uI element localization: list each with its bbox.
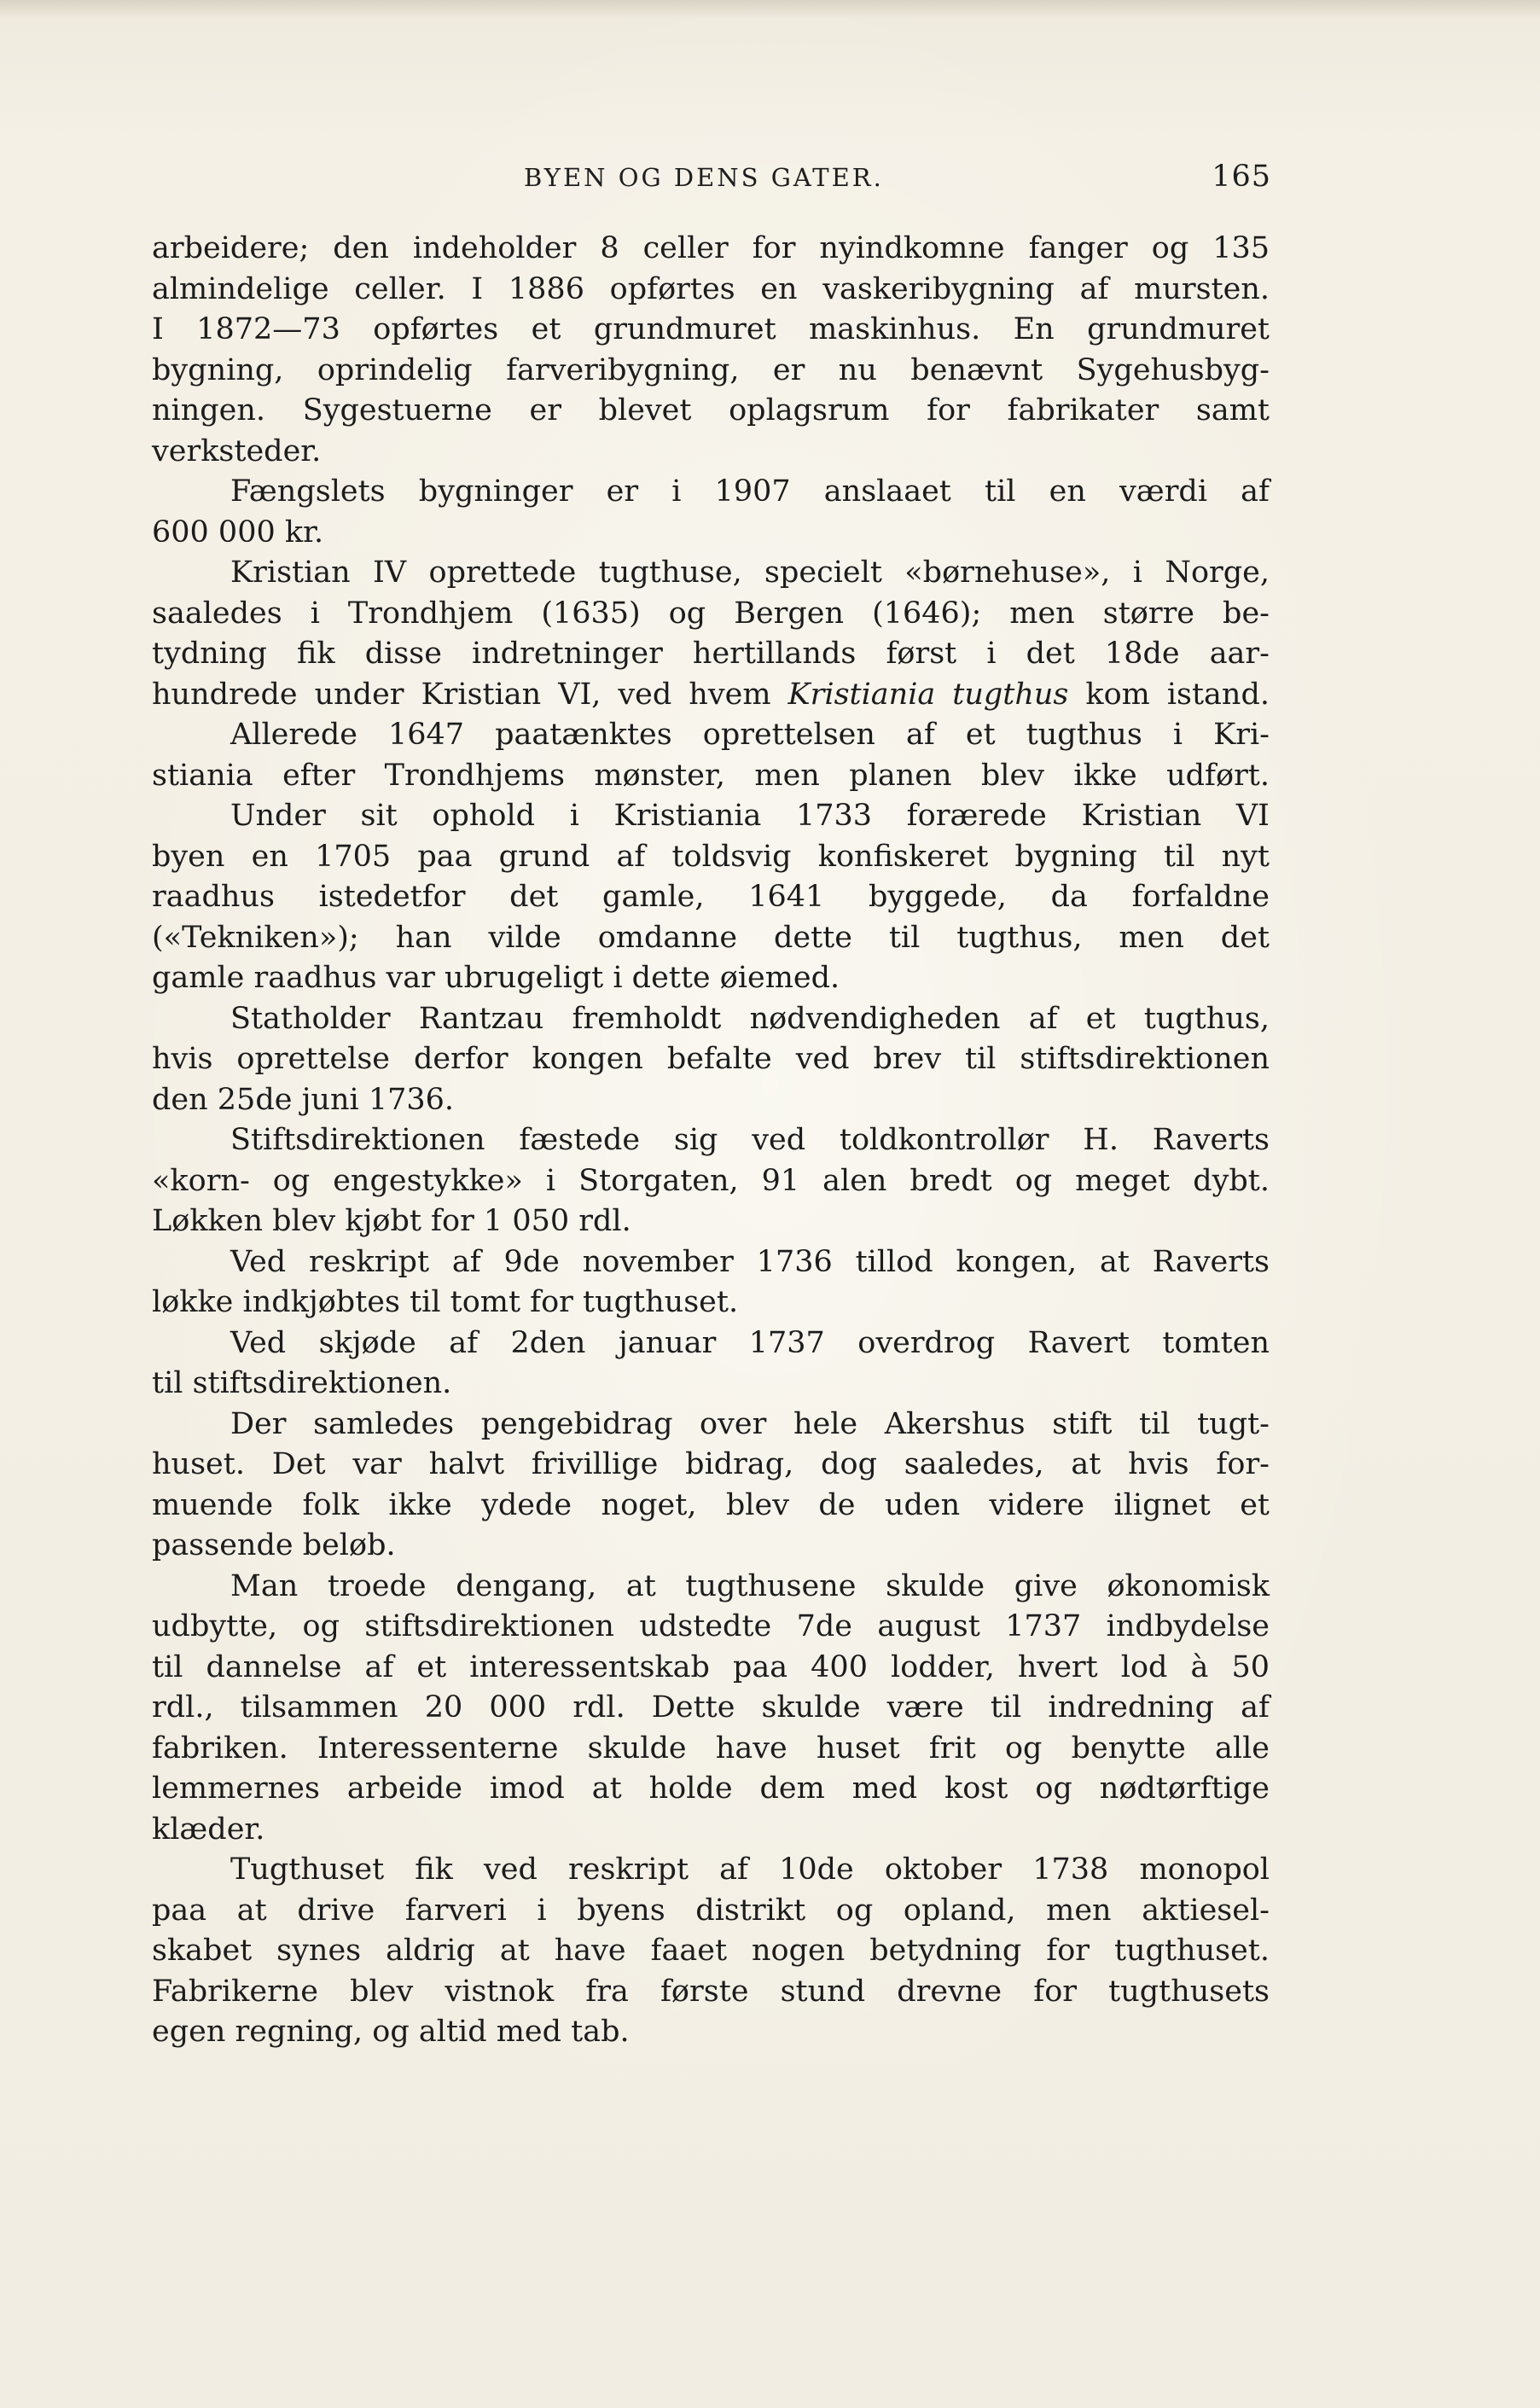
text-line: muende folk ikke ydede noget, blev de uden videre ilignet et (152, 1487, 1270, 1522)
text-line: I 1872—73 opførtes et grundmuret maskinhus. En grundmuret (152, 312, 1270, 346)
text-line: paa at drive farveri i byens distrikt og opland, men aktiesel- (152, 1893, 1270, 1928)
text-line: raadhus istedetfor det gamle, 1641 byggede, da forfaldne (152, 880, 1270, 914)
text-line: løkke indkjøbtes til tomt for tugthuset. (152, 1285, 739, 1319)
text-line: saaledes i Trondhjem (1635) og Bergen (1646); men større be- (152, 596, 1270, 631)
text-line: huset. Det var halvt frivillige bidrag, dog saaledes, at hvis for- (152, 1447, 1270, 1481)
text-line: byen en 1705 paa grund af toldsvig konfiskeret bygning til nyt (152, 839, 1270, 874)
text-line: Statholder Rantzau fremholdt nødvendigheden af et tugthus, (230, 1001, 1270, 1036)
text-line: gamle raadhus var ubrugeligt i dette øiemed. (152, 961, 840, 995)
page-number: 165 (1212, 160, 1271, 194)
text-line: Fængslets bygninger er i 1907 anslaaet til en værdi af (230, 474, 1270, 509)
text-line: Tugthuset fik ved reskript af 10de oktober 1738 monopol (230, 1853, 1270, 1887)
text-line: til stiftsdirektionen. (152, 1366, 452, 1400)
text-line: rdl., tilsammen 20 000 rdl. Dette skulde være til indredning af (152, 1690, 1270, 1725)
text-line: Stiftsdirektionen fæstede sig ved toldkontrollør H. Raverts (230, 1123, 1270, 1157)
text-line: verksteder. (152, 433, 322, 468)
running-title: BYEN OG DENS GATER. (524, 163, 884, 192)
text-line: udbytte, og stiftsdirektionen udstedte 7de august 1737 indbydelse (152, 1609, 1270, 1643)
text-line: bygning, oprindelig farveribygning, er nu benævnt Sygehusbyg- (152, 352, 1270, 387)
text-line: tydning fik disse indretninger hertillands først i det 18de aar- (152, 637, 1270, 671)
text-line: Ved reskript af 9de november 1736 tillod kongen, at Raverts (230, 1244, 1270, 1279)
text-line: Fabrikerne blev vistnok fra første stund drevne for tugthusets (152, 1974, 1270, 2009)
text-line: klæder. (152, 1812, 265, 1847)
text-line: Allerede 1647 paatænktes oprettelsen af et tugthus i Kri- (230, 718, 1270, 752)
text-line: almindelige celler. I 1886 opførtes en vaskeribygning af mursten. (152, 271, 1270, 306)
text-line: ningen. Sygestuerne er blevet oplagsrum for fabrikater samt (152, 393, 1270, 428)
body-text (152, 229, 1270, 2053)
text-line: Man troede dengang, at tugthusene skulde give økonomisk (230, 1568, 1270, 1603)
italic-title: Kristiania tugthus (787, 677, 1069, 712)
text-line: fabriken. Interessenterne skulde have huset frit og benytte alle (152, 1730, 1270, 1765)
text-line: («Tekniken»); han vilde omdanne dette til tugthus, men det (152, 920, 1270, 955)
text-line: til dannelse af et interessentskab paa 400 lodder, hvert lod à 50 (152, 1649, 1270, 1684)
text-line: 600 000 kr. (152, 515, 324, 550)
text-line: Løkken blev kjøbt for 1 050 rdl. (152, 1204, 631, 1238)
text-line (152, 675, 1270, 716)
running-header (154, 158, 1271, 201)
text-line: Ved skjøde af 2den januar 1737 overdrog Ravert tomten (230, 1325, 1270, 1360)
text-segment: hundrede under Kristian VI, ved hvem (152, 677, 788, 712)
text-line: den 25de juni 1736. (152, 1082, 455, 1117)
text-line: arbeidere; den indeholder 8 celler for nyindkomne fanger og 135 (152, 231, 1270, 265)
text-line: «korn- og engestykke» i Storgaten, 91 alen bredt og meget dybt. (152, 1163, 1270, 1198)
text-line: stiania efter Trondhjems mønster, men planen blev ikke udført. (152, 758, 1270, 793)
text-line: Under sit ophold i Kristiania 1733 forærede Kristian VI (230, 799, 1270, 833)
text-line: Kristian IV oprettede tugthuse, specielt «børnehuse», i Norge, (230, 555, 1270, 590)
text-line: skabet synes aldrig at have faaet nogen betydning for tugthuset. (152, 1934, 1270, 1968)
text-line: hvis oprettelse derfor kongen befalte ved brev til stiftsdirektionen (152, 1042, 1270, 1076)
text-line: Der samledes pengebidrag over hele Akershus stift til tugt- (230, 1406, 1270, 1441)
page-top-shadow (0, 0, 1540, 19)
text-line: lemmernes arbeide imod at holde dem med kost og nødtørftige (152, 1771, 1270, 1806)
text-line: passende beløb. (152, 1528, 396, 1562)
text-segment: kom istand. (1068, 677, 1270, 712)
text-line: egen regning, og altid med tab. (152, 2015, 630, 2049)
